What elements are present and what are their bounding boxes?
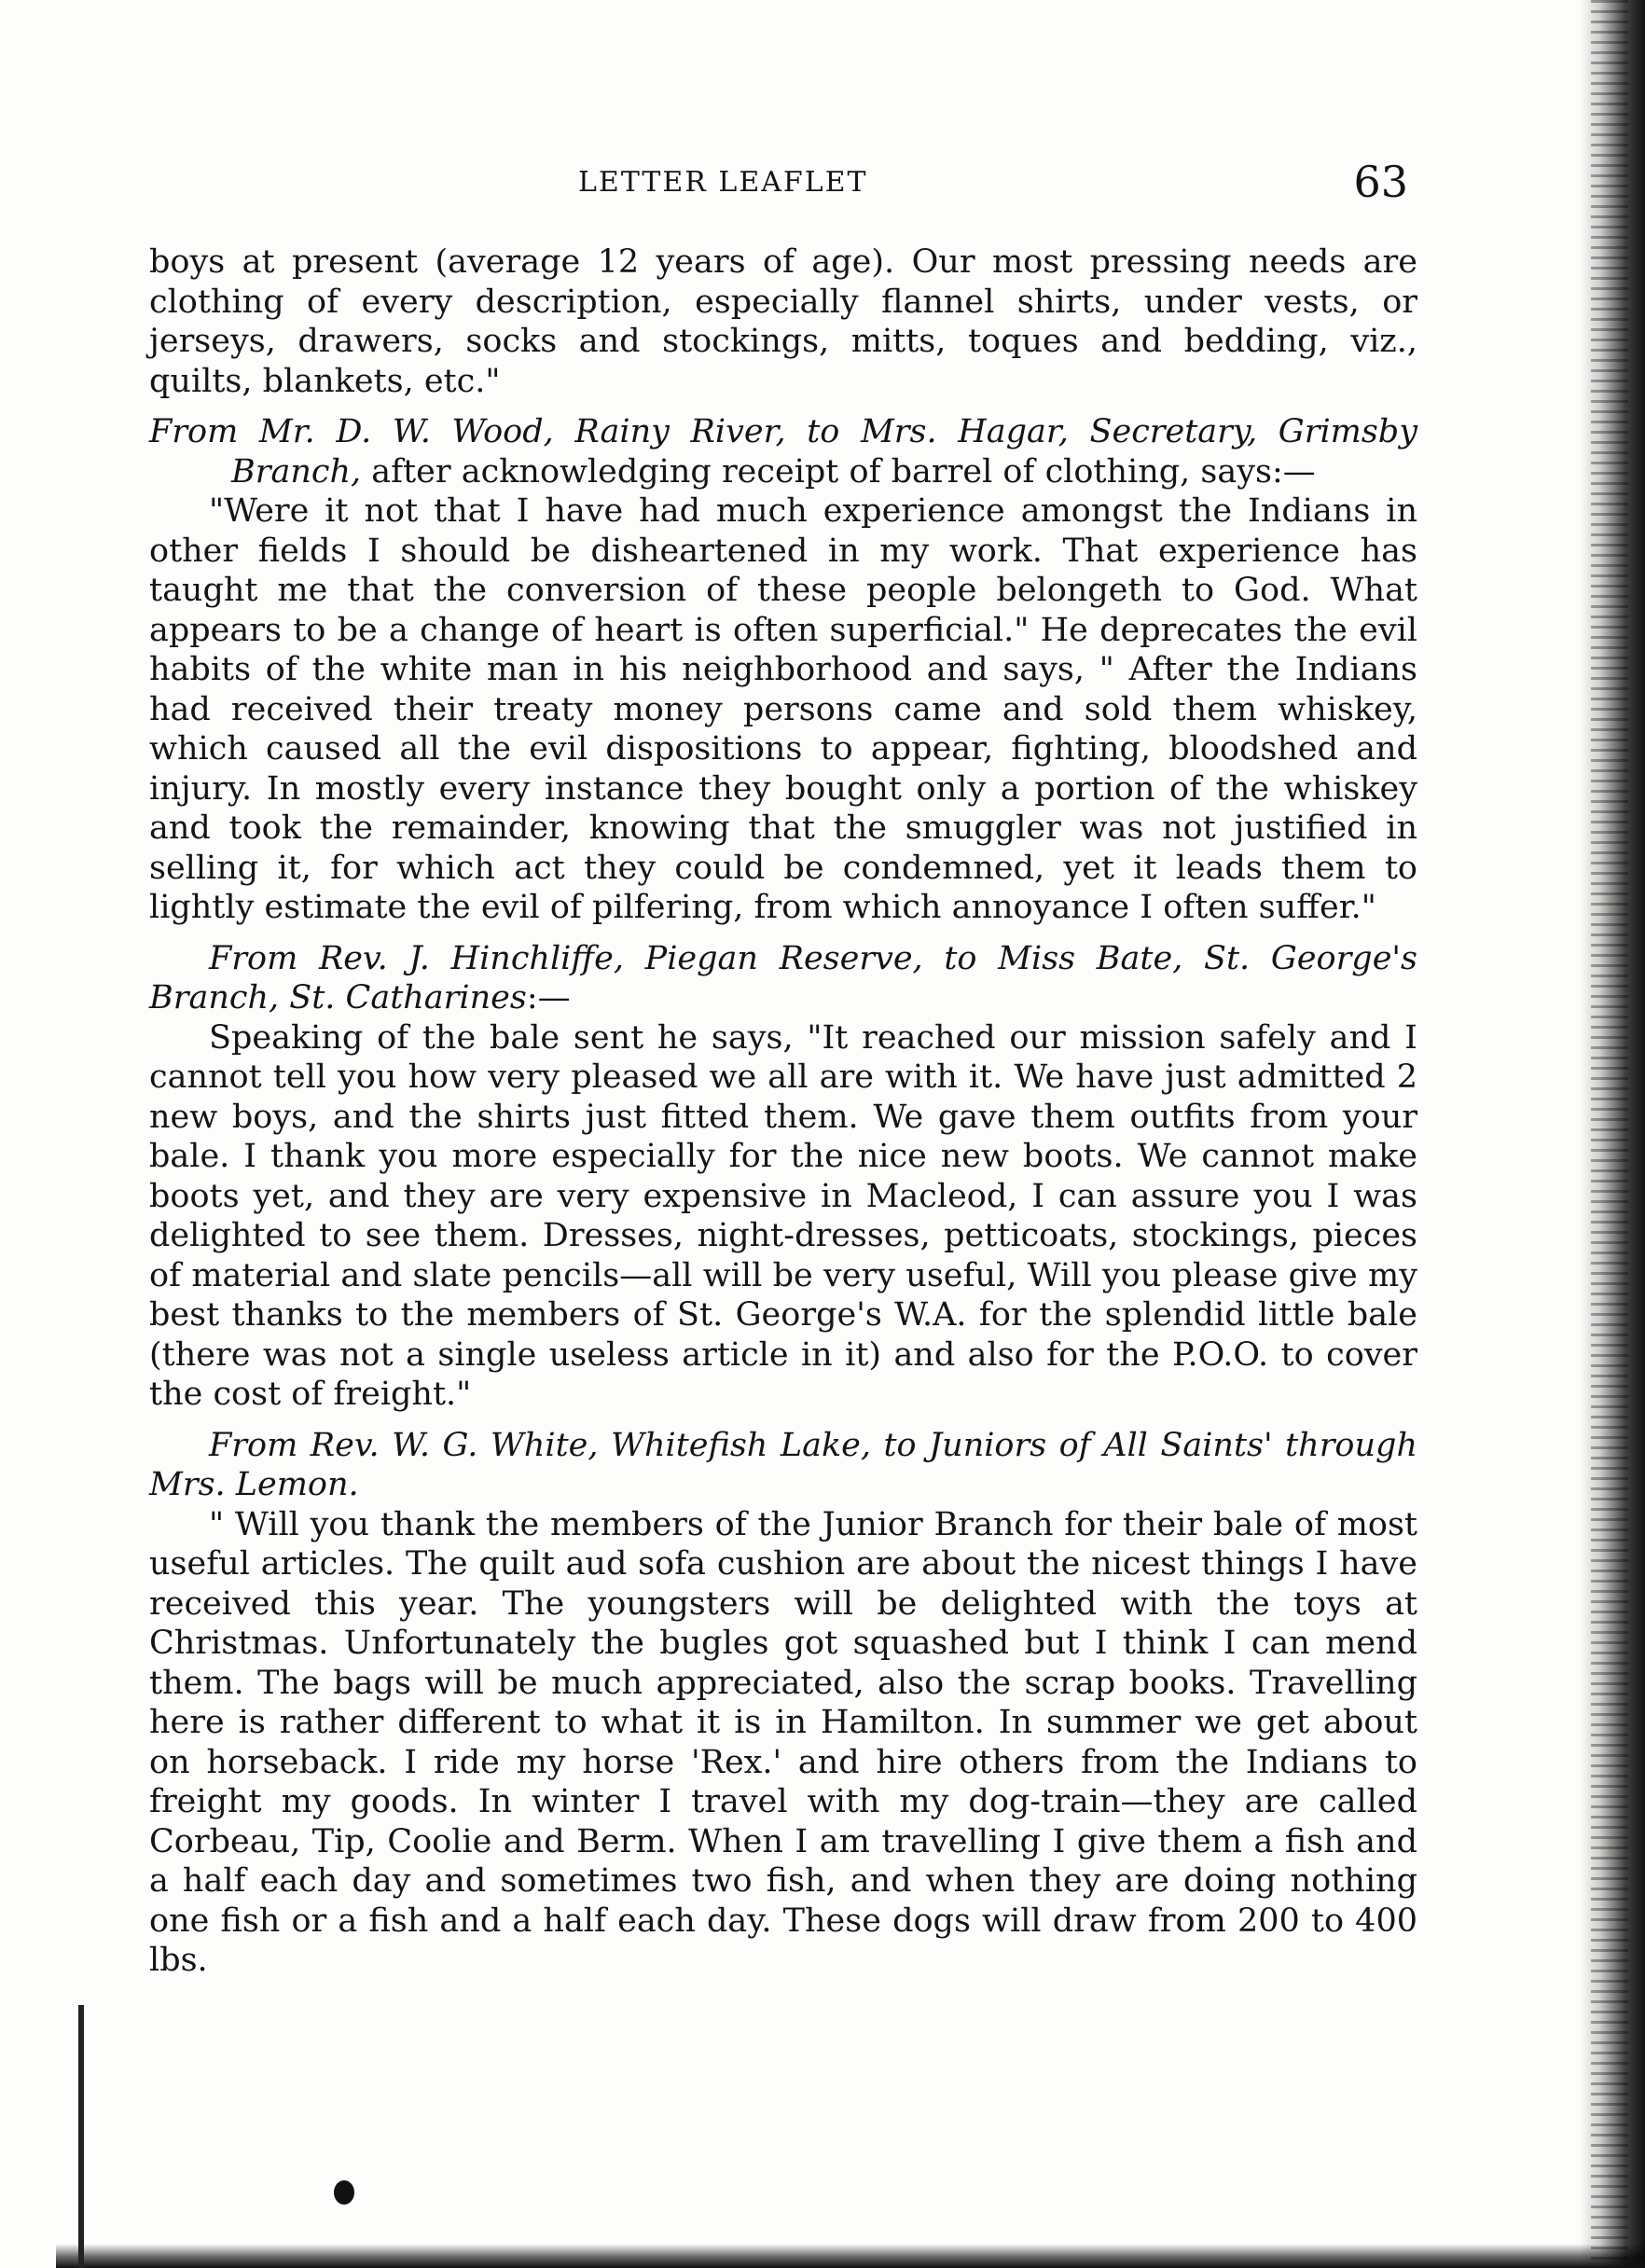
source-attribution: From Rev. W. G. White, Whitefish Lake, to Juniors of All Saints' through Mrs. Lemon. [149, 1426, 1417, 1503]
source-attribution: From Rev. J. Hinchliffe, Piegan Reserve, to Miss Bate, St. George's Branch, St. Catharines [149, 939, 1417, 1016]
running-head [140, 157, 1408, 222]
page-edge-shadow-bottom [56, 2244, 1645, 2268]
paragraph-white-letter: " Will you thank the members of the Junior Branch for their bale of most useful articles. The quilt aud sofa cushion are about the nicest things I have received this year. The youngsters will be delighted with the toys at Christmas. Unfortunately the bugles got squashed but I think I can mend them. The bags will be much appreciated, also the scrap books. Travelling here is rather different to what it is in Hamilton. In summer we get about on horseback. I ride my horse 'Rex.' and hire others from the Indians to freight my goods. In winter I travel with my dog-train—they are called Corbeau, Tip, Coolie and Berm. When I am travelling I give them a fish and a half each day and sometimes two fish, and when they are doing nothing one fish or a fish and a half each day. These dogs will draw from 200 to 400 lbs. [149, 1505, 1417, 1979]
letter-source-white [149, 1426, 1417, 1505]
body-text [149, 242, 1417, 1981]
letter-source-hinchliffe [149, 939, 1417, 1018]
source-continuation: after acknowledging receipt of barrel of clothing, says:— [361, 452, 1316, 491]
running-title: LETTER LEAFLET [578, 166, 868, 199]
paragraph-hinchliffe-letter: Speaking of the bale sent he says, "It reached our mission safely and I cannot tell you how very pleased we all are with it. We have just admitted 2 new boys, and the shirts just fitted them. We gave them outfits from your bale. I thank you more especially for the nice new boots. We cannot make boots yet, and they are very expensive in Macleod, I can assure you I was delighted to see them. Dresses, night-dresses, petticoats, stockings, pieces of material and slate pencils—all will be very useful, Will you please give my best thanks to the members of St. George's W.A. for the splendid little bale (there was not a single useless article in it) and also for the P.O.O. to cover the cost of freight." [149, 1018, 1417, 1413]
paragraph-continued: boys at present (average 12 years of age). Our most pressing needs are clothing of every description, especially flannel shirts, under vests, or jerseys, drawers, socks and stockings, mitts, toques and bedding, viz., quilts, blankets, etc." [149, 243, 1417, 400]
letter-source-wood [149, 412, 1417, 491]
paragraph-wood-letter: "Were it not that I have had much experience amongst the Indians in other fields I should be disheartened in my work. That experience has taught me that the conversion of these people belongeth to God. What appears to be a change of heart is often superficial." He deprecates the evil habits of the white man in his neighborhood and says, " After the Indians had received their treaty money persons came and sold them whiskey, which caused all the evil dispositions to appear, fighting, bloodshed and injury. In mostly every instance they bought only a portion of the whiskey and took the remainder, knowing that the smuggler was not justified in selling it, for which act they could be condemned, yet it leads them to lightly estimate the evil of pilfering, from which annoyance I often suffer." [149, 492, 1417, 926]
ink-blot [334, 2180, 354, 2205]
page-edge-mark-left [78, 2005, 84, 2268]
page-edge-speckle [1591, 0, 1628, 2268]
page-number: 63 [1353, 157, 1408, 207]
source-continuation: :— [526, 979, 571, 1016]
source-attribution: From Mr. D. W. Wood, Rainy River, to Mrs. Hagar, Secretary, Grimsby Branch, [149, 413, 1417, 491]
